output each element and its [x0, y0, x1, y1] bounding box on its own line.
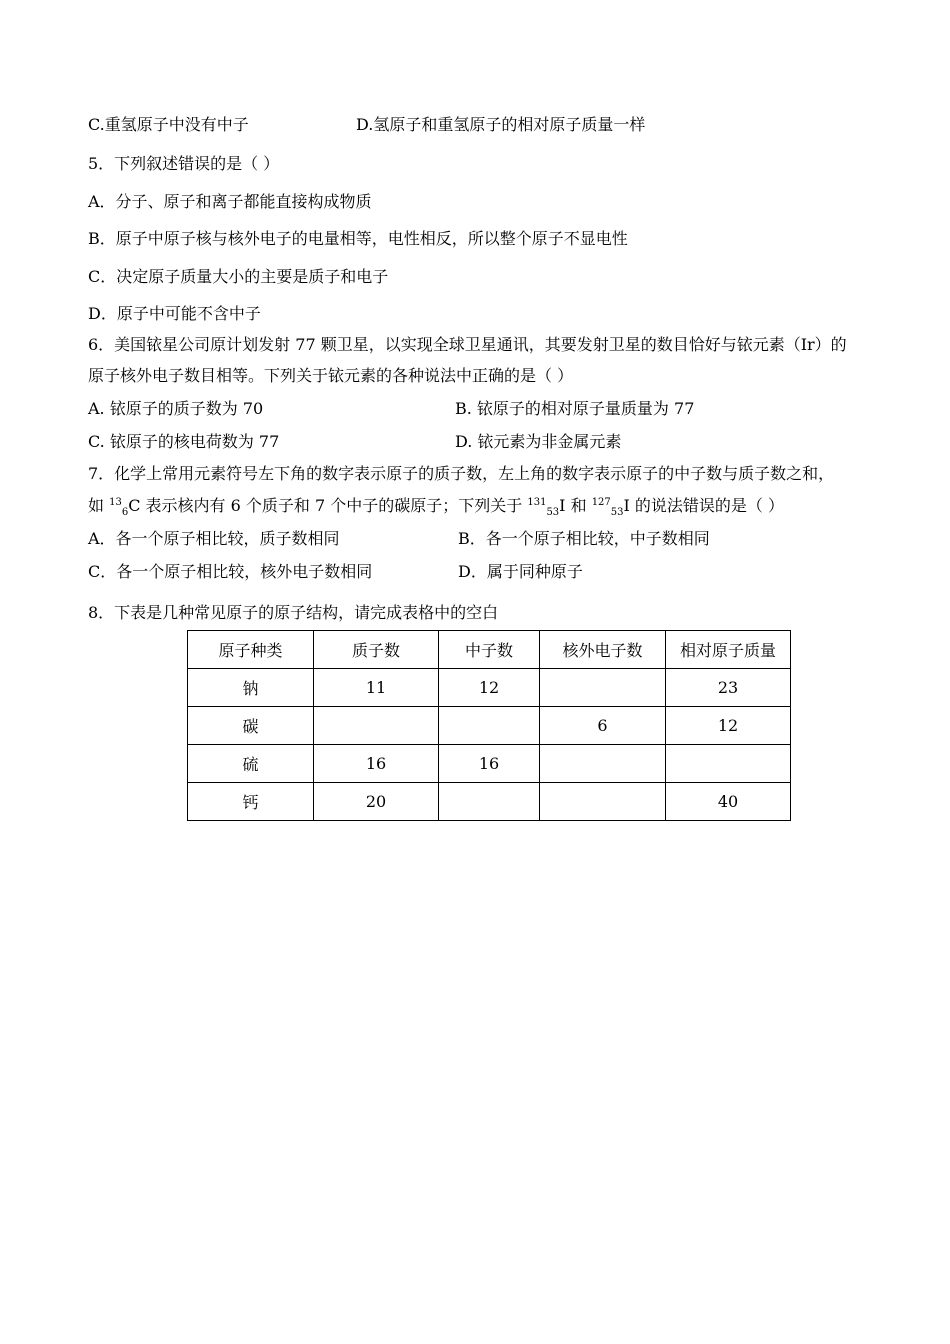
q4-option-d: D.氢原子和重氢原子的相对原子质量一样: [356, 115, 646, 134]
table-header-row: [188, 631, 791, 669]
header-cell: 原子种类: [188, 631, 314, 669]
table-cell: 钙: [188, 783, 314, 821]
table-cell: 硫: [188, 745, 314, 783]
q7-option-a: A．各一个原子相比较，质子数相同: [88, 529, 340, 548]
q5-option-d: D．原子中可能不含中子: [88, 304, 261, 323]
q8-stem: 8．下表是几种常见原子的原子结构，请完成表格中的空白: [88, 603, 499, 622]
header-cell: 相对原子质量: [666, 631, 791, 669]
carbon-mass-number: 13: [109, 497, 122, 508]
table-row: [188, 669, 791, 707]
q7-text-ru: 如: [88, 496, 110, 515]
table-cell: [540, 669, 666, 707]
table-cell: [540, 745, 666, 783]
table-cell: 11: [314, 669, 439, 707]
atom-structure-table: [187, 630, 791, 821]
iodine127-mass-number: 127: [591, 497, 611, 508]
iodine131-atomic-number: 53: [546, 507, 560, 518]
q7-text-mid: 表示核内有 6 个质子和 7 个中子的碳原子；下列关于: [140, 496, 528, 515]
carbon-atomic-number: 6: [121, 507, 129, 518]
carbon-symbol: C: [128, 496, 141, 515]
table-row: [188, 745, 791, 783]
q7-option-d: D．属于同种原子: [458, 562, 583, 581]
table-cell: [540, 783, 666, 821]
header-cell: 核外电子数: [540, 631, 666, 669]
table-row: [188, 707, 791, 745]
table-cell: [314, 707, 439, 745]
q5-option-c: C．决定原子质量大小的主要是质子和电子: [88, 267, 389, 286]
table-cell: 碳: [188, 707, 314, 745]
table-cell: 12: [666, 707, 791, 745]
q6-option-b: B. 铱原子的相对原子量质量为 77: [455, 399, 695, 418]
iodine131-mass-number: 131: [527, 497, 547, 508]
table-cell: 16: [314, 745, 439, 783]
q5-option-b: B．原子中原子核与核外电子的电量相等，电性相反，所以整个原子不显电性: [88, 229, 628, 248]
table-cell: 20: [314, 783, 439, 821]
q7-stem-line1: 7．化学上常用元素符号左下角的数字表示原子的质子数，左上角的数字表示原子的中子数与质子数之和，: [88, 464, 835, 483]
q6-option-d: D. 铱元素为非金属元素: [455, 432, 622, 451]
header-cell: 质子数: [314, 631, 439, 669]
table-cell: [666, 745, 791, 783]
q7-option-b: B．各一个原子相比较，中子数相同: [458, 529, 710, 548]
iodine131-symbol: I: [559, 496, 566, 515]
q6-stem-line2: 原子核外电子数目相等。下列关于铱元素的各种说法中正确的是（ ）: [88, 366, 574, 385]
q6-option-a: A. 铱原子的质子数为 70: [88, 399, 264, 418]
q7-text-end: I 的说法错误的是（ ）: [623, 496, 785, 515]
q7-stem-line2: [88, 496, 784, 519]
q5-stem: 5．下列叙述错误的是（ ）: [88, 154, 280, 173]
q6-stem-line1: 6．美国铱星公司原计划发射 77 颗卫星，以实现全球卫星通讯，其要发射卫星的数目恰好与铱元素（Ir）的: [88, 335, 847, 354]
table-cell: 23: [666, 669, 791, 707]
table-cell: 钠: [188, 669, 314, 707]
iodine127-atomic-number: 53: [610, 507, 624, 518]
header-cell: 中子数: [439, 631, 540, 669]
q6-option-c: C. 铱原子的核电荷数为 77: [88, 432, 280, 451]
q7-option-c: C．各一个原子相比较，核外电子数相同: [88, 562, 373, 581]
table-cell: 6: [540, 707, 666, 745]
table-row: [188, 783, 791, 821]
table-cell: 12: [439, 669, 540, 707]
table-cell: 16: [439, 745, 540, 783]
table-cell: [439, 783, 540, 821]
q5-option-a: A．分子、原子和离子都能直接构成物质: [88, 192, 372, 211]
q7-text-and: 和: [565, 496, 592, 515]
table-cell: [439, 707, 540, 745]
q4-option-c: C.重氢原子中没有中子: [88, 115, 249, 134]
table-cell: 40: [666, 783, 791, 821]
